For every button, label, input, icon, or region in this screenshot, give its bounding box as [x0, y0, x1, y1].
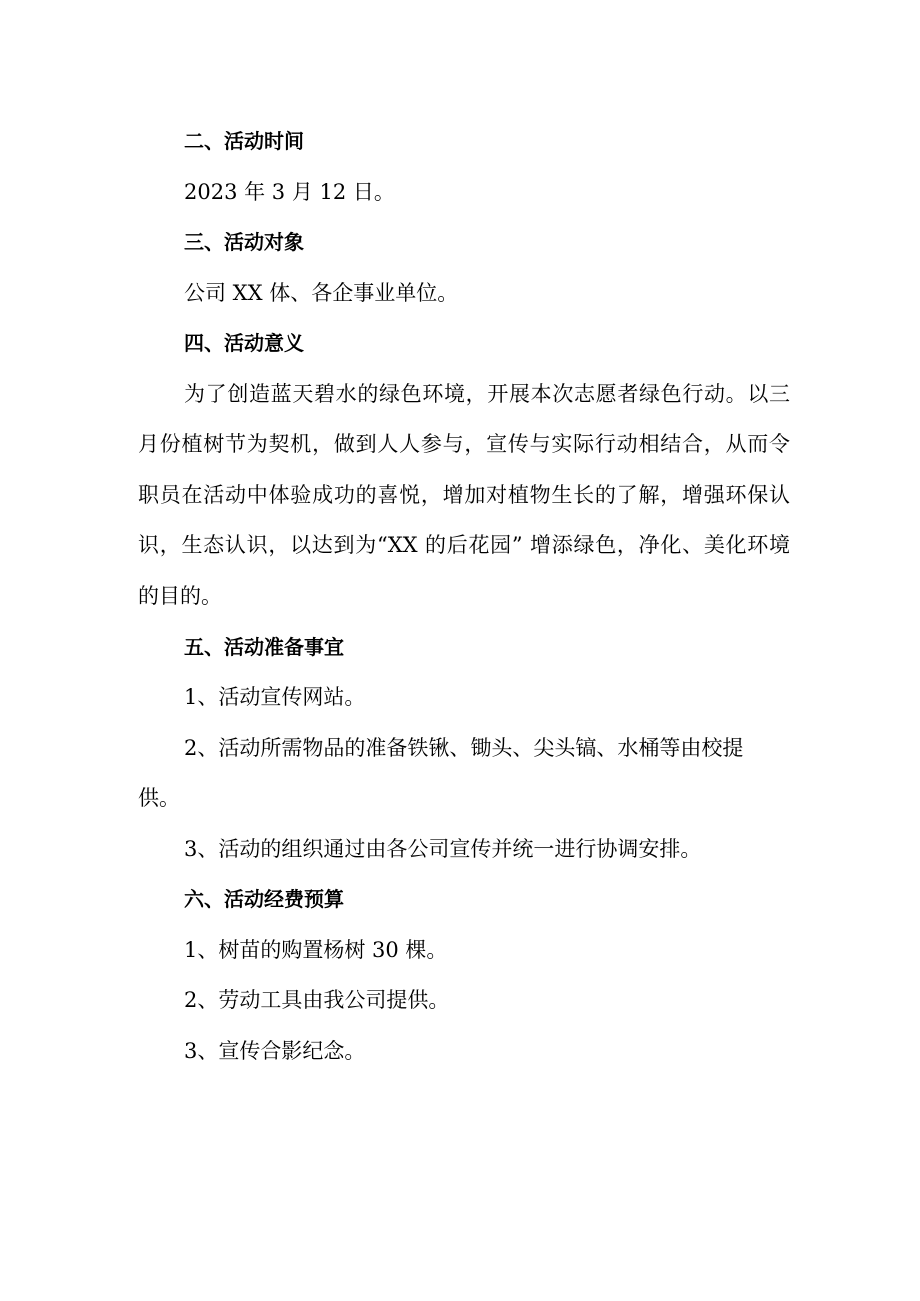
list-item: 3、活动的组织通过由各公司宣传并统一进行协调安排。: [184, 837, 702, 861]
section-heading-target: 三、活动对象: [184, 230, 304, 254]
list-item: 2、劳动工具由我公司提供。: [184, 988, 450, 1012]
list-item: 1、活动宣传网站。: [184, 685, 366, 709]
list-item-line: 2、活动所需物品的准备铁锹、锄头、尖头镐、水桶等由校提: [184, 736, 744, 760]
list-item: 1、树苗的购置杨树 30 棵。: [184, 938, 448, 962]
list-item-line: 供。: [138, 786, 180, 810]
section-heading-budget: 六、活动经费预算: [184, 887, 344, 911]
list-item: 3、宣传合影纪念。: [184, 1039, 366, 1063]
section-heading-significance: 四、活动意义: [184, 331, 304, 355]
activity-target: 公司 XX 体、各企事业单位。: [184, 281, 459, 305]
activity-date: 2023 年 3 月 12 日。: [184, 180, 395, 204]
paragraph-line: 识，生态认识，以达到为“XX 的后花园” 增添绿色，净化、美化环境: [138, 533, 790, 557]
section-heading-time: 二、活动时间: [184, 129, 304, 153]
paragraph-line: 职员在活动中体验成功的喜悦，增加对植物生长的了解，增强环保认: [138, 483, 790, 507]
paragraph-line: 的目的。: [138, 584, 222, 608]
paragraph-line: 月份植树节为契机，做到人人参与，宣传与实际行动相结合，从而令: [138, 432, 790, 456]
paragraph-line: 为了创造蓝天碧水的绿色环境，开展本次志愿者绿色行动。以三: [184, 382, 790, 406]
section-heading-preparation: 五、活动准备事宜: [184, 635, 344, 659]
